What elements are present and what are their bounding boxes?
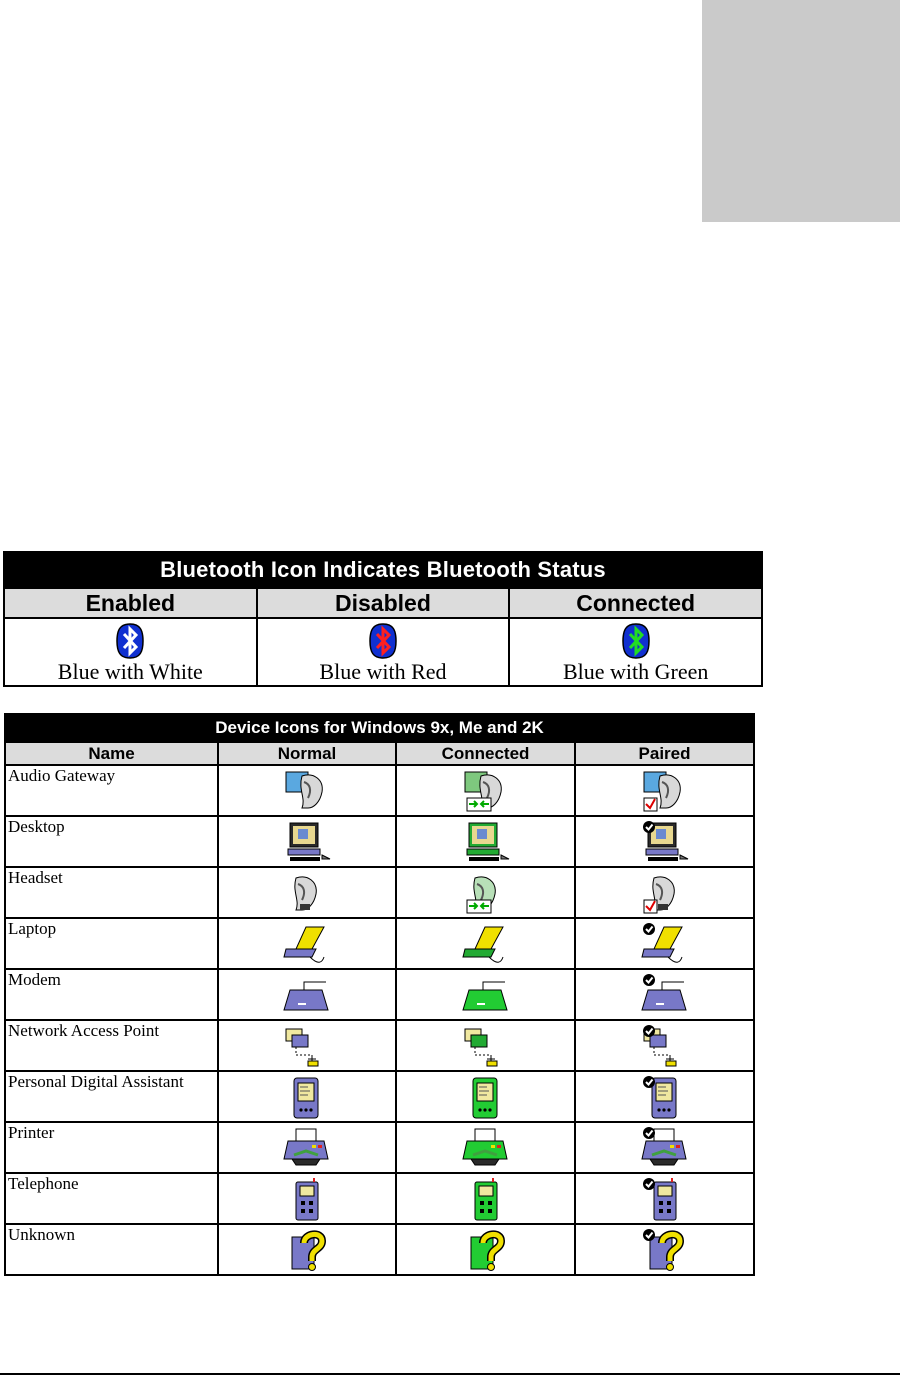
desktop-paired-icon [640,819,690,865]
laptop-normal-icon [282,921,332,967]
pda-connected-icon [461,1074,511,1120]
pda-normal-icon [282,1074,332,1120]
status-description-disabled: Blue with Red [319,659,447,684]
device-row [5,1173,754,1224]
device-icon-cell-connected [396,816,575,867]
device-icon-cell-normal [218,867,396,918]
headset-connected-icon [461,870,511,916]
laptop-connected-icon [461,921,511,967]
audio-gateway-connected-icon [461,768,511,814]
device-icon-cell-connected [396,1071,575,1122]
printer-connected-icon [461,1125,511,1171]
bluetooth-disabled-icon [258,619,509,660]
network-access-point-paired-icon [640,1023,690,1069]
printer-normal-icon [282,1125,332,1171]
device-icon-cell-connected [396,1224,575,1275]
device-row [5,1224,754,1275]
modem-connected-icon [461,972,511,1018]
desktop-connected-icon [461,819,511,865]
device-icon-cell-connected [396,1173,575,1224]
status-cell-connected [509,618,762,686]
device-icon-cell-normal [218,1122,396,1173]
status-cell-enabled [4,618,257,686]
device-icon-cell-normal [218,1224,396,1275]
device-header-paired: Paired [575,742,754,765]
device-row [5,1122,754,1173]
device-header-normal: Normal [218,742,396,765]
device-row [5,969,754,1020]
device-icon-cell-connected [396,765,575,816]
device-icon-cell-normal [218,969,396,1020]
status-header-enabled: Enabled [4,588,257,618]
device-icon-cell-normal [218,918,396,969]
device-name: Modem [5,969,218,1020]
device-icon-cell-paired [575,1020,754,1071]
device-icon-cell-paired [575,1173,754,1224]
pda-paired-icon [640,1074,690,1120]
device-name: Printer [5,1122,218,1173]
device-table-title: Device Icons for Windows 9x, Me and 2K [5,714,754,742]
device-name: Headset [5,867,218,918]
device-row [5,1020,754,1071]
audio-gateway-paired-icon [640,768,690,814]
status-description-connected: Blue with Green [562,659,709,684]
device-row [5,816,754,867]
unknown-device-connected-icon [461,1227,511,1273]
device-icon-cell-paired [575,1071,754,1122]
device-name: Network Access Point [5,1020,218,1071]
device-icon-cell-paired [575,1224,754,1275]
modem-normal-icon [282,972,332,1018]
device-row [5,765,754,816]
device-name: Telephone [5,1173,218,1224]
modem-paired-icon [640,972,690,1018]
device-icon-cell-paired [575,969,754,1020]
printer-paired-icon [640,1125,690,1171]
status-cell-disabled [257,618,510,686]
device-name: Audio Gateway [5,765,218,816]
headset-normal-icon [282,870,332,916]
status-header-disabled: Disabled [257,588,510,618]
audio-gateway-normal-icon [282,768,332,814]
network-access-point-normal-icon [282,1023,332,1069]
device-name: Personal Digital Assistant [5,1071,218,1122]
device-icon-cell-paired [575,816,754,867]
device-icon-cell-paired [575,918,754,969]
device-icon-cell-normal [218,1071,396,1122]
device-name: Unknown [5,1224,218,1275]
status-table-title: Bluetooth Icon Indicates Bluetooth Status [4,552,762,588]
bluetooth-connected-icon [510,619,761,660]
device-icon-cell-normal [218,1173,396,1224]
device-icon-cell-connected [396,1020,575,1071]
device-row [5,918,754,969]
device-icon-cell-paired [575,867,754,918]
device-icon-cell-normal [218,1020,396,1071]
device-icon-cell-connected [396,1122,575,1173]
device-name: Laptop [5,918,218,969]
device-row [5,1071,754,1122]
status-description-enabled: Blue with White [57,659,203,684]
headset-paired-icon [640,870,690,916]
telephone-paired-icon [640,1176,690,1222]
footer-rule [0,1373,900,1375]
unknown-device-paired-icon [640,1227,690,1273]
unknown-device-normal-icon [282,1227,332,1273]
desktop-normal-icon [282,819,332,865]
device-icon-cell-connected [396,918,575,969]
telephone-connected-icon [461,1176,511,1222]
device-header-connected: Connected [396,742,575,765]
device-icon-cell-connected [396,867,575,918]
thumb-tab [702,0,900,222]
laptop-paired-icon [640,921,690,967]
device-row [5,867,754,918]
device-icons-table [4,713,755,1276]
device-icon-cell-paired [575,765,754,816]
bluetooth-enabled-icon [5,619,256,660]
device-header-name: Name [5,742,218,765]
device-icon-cell-connected [396,969,575,1020]
device-icon-cell-paired [575,1122,754,1173]
device-icon-cell-normal [218,765,396,816]
device-name: Desktop [5,816,218,867]
network-access-point-connected-icon [461,1023,511,1069]
bluetooth-status-table [3,551,763,687]
device-icon-cell-normal [218,816,396,867]
telephone-normal-icon [282,1176,332,1222]
status-header-connected: Connected [509,588,762,618]
